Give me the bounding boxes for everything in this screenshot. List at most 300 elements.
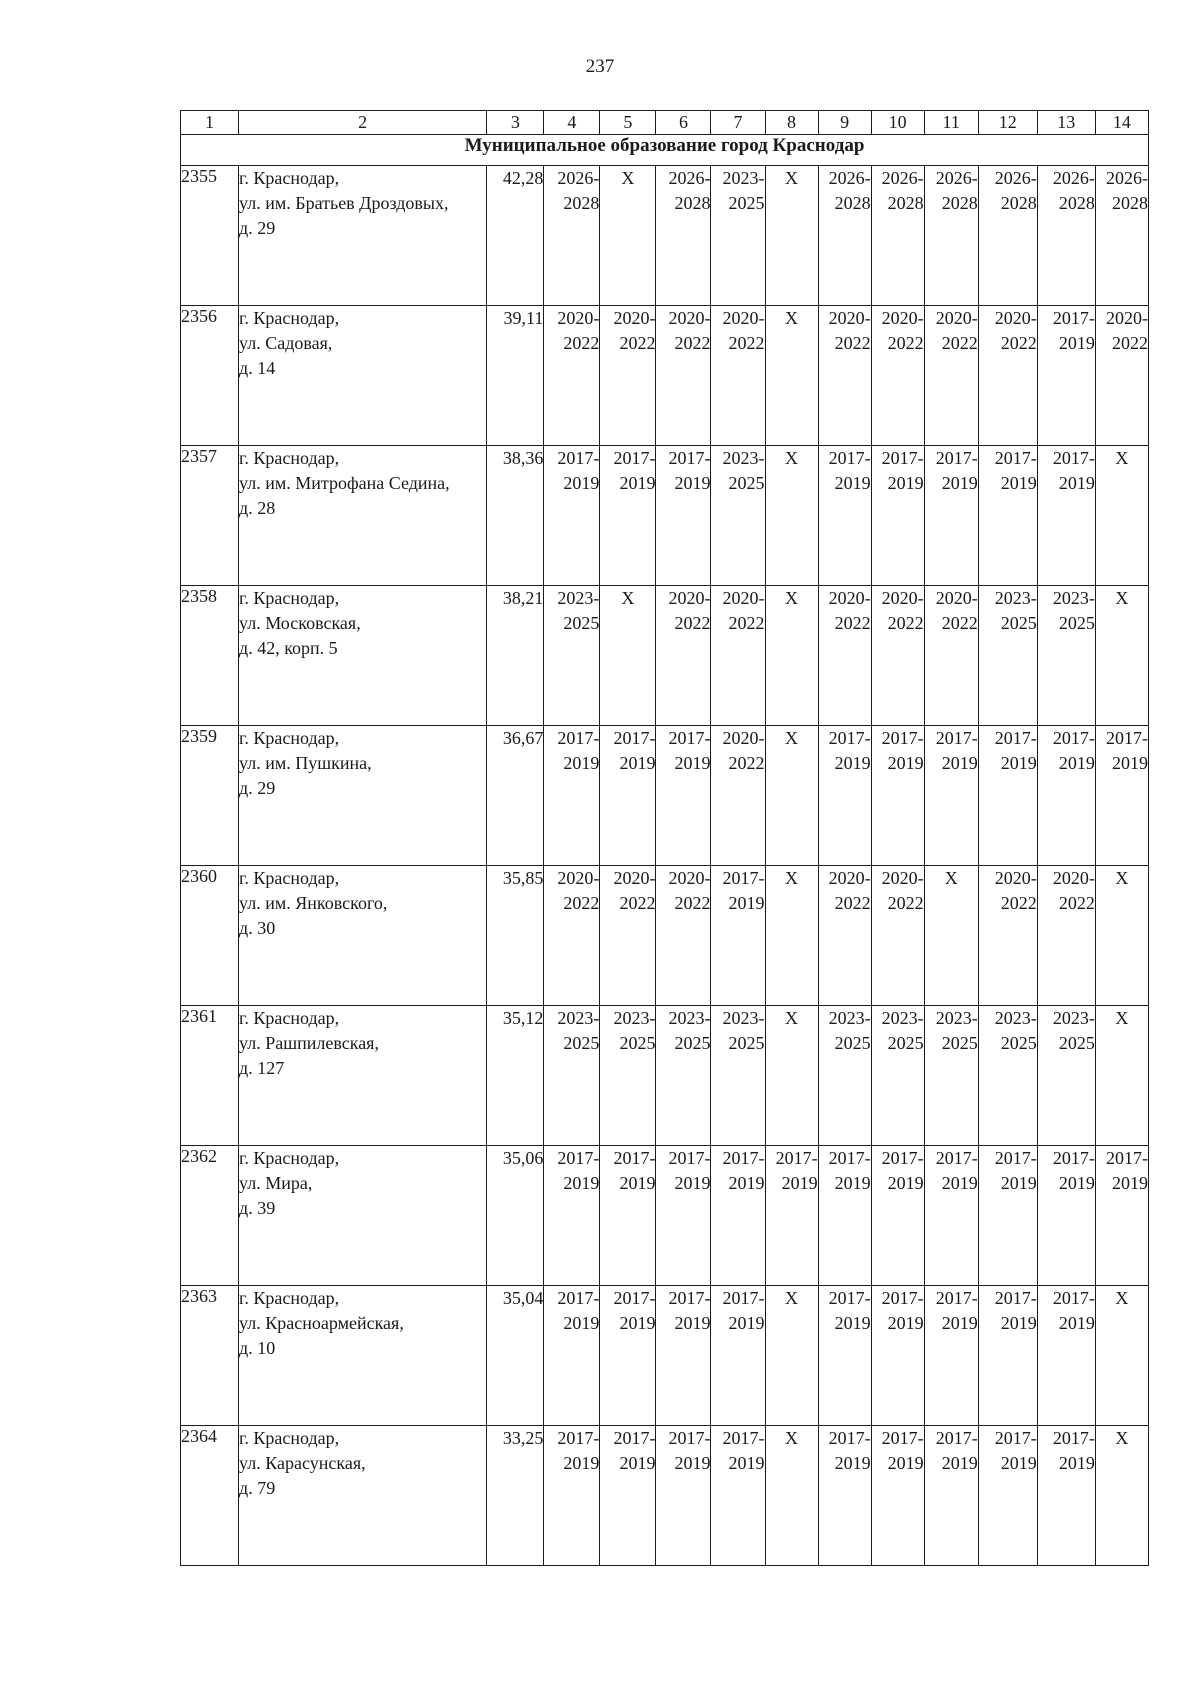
period-line: 2022 <box>941 613 978 633</box>
period-line: 2019 <box>619 1453 656 1473</box>
period-cell <box>924 1426 978 1566</box>
period-cell <box>1037 306 1095 446</box>
period-line: 2017- <box>668 1288 711 1308</box>
period-cell <box>871 1426 924 1566</box>
column-number: 1 <box>181 111 239 135</box>
period-cell <box>544 1006 600 1146</box>
period-cell <box>1095 1426 1148 1566</box>
period-line: 2019 <box>941 753 978 773</box>
period-cell <box>1095 586 1148 726</box>
period-line: 2017- <box>1106 728 1148 748</box>
period-line: 2022 <box>1058 893 1095 913</box>
period-cell <box>1095 1146 1148 1286</box>
period-cell <box>656 166 711 306</box>
row-number: 2361 <box>181 1006 239 1146</box>
period-line: 2022 <box>563 333 600 353</box>
period-line: 2028 <box>674 193 711 213</box>
period-line: 2017- <box>828 1288 871 1308</box>
period-line: 2022 <box>728 333 765 353</box>
period-cell <box>1095 866 1148 1006</box>
period-cell <box>544 726 600 866</box>
period-line: 2017- <box>881 728 924 748</box>
period-cell <box>600 1426 656 1566</box>
period-line: 2019 <box>1000 1313 1037 1333</box>
period-line: 2022 <box>728 613 765 633</box>
period-line: 2022 <box>674 613 711 633</box>
period-line: 2017- <box>722 1288 765 1308</box>
period-line: 2017- <box>935 1288 978 1308</box>
period-cell <box>765 1426 818 1566</box>
period-cell <box>924 166 978 306</box>
column-number: 8 <box>765 111 818 135</box>
address-cell <box>239 1006 487 1146</box>
address-line: д. 28 <box>239 498 276 518</box>
period-line: 2022 <box>1000 333 1037 353</box>
period-cell <box>978 446 1037 586</box>
period-line: 2025 <box>619 1033 656 1053</box>
period-cell <box>1095 726 1148 866</box>
period-line: 2019 <box>1058 1453 1095 1473</box>
table-row <box>181 866 1149 1006</box>
period-line: 2017- <box>935 1428 978 1448</box>
period-line: 2022 <box>887 613 924 633</box>
period-line: 2020- <box>828 868 871 888</box>
column-number-row <box>181 111 1149 135</box>
address-line: г. Краснодар, <box>239 728 340 748</box>
period-cell <box>871 446 924 586</box>
period-line: 2020- <box>722 588 765 608</box>
period-cell <box>765 446 818 586</box>
period-cell <box>978 1286 1037 1426</box>
area-cell: 39,11 <box>487 306 544 446</box>
period-line: Х <box>785 448 799 468</box>
row-number: 2358 <box>181 586 239 726</box>
period-line: 2017- <box>994 1428 1037 1448</box>
period-line: 2020- <box>557 868 600 888</box>
period-cell <box>711 1426 765 1566</box>
period-line: 2022 <box>674 893 711 913</box>
table-row <box>181 586 1149 726</box>
address-line: г. Краснодар, <box>239 168 340 188</box>
period-cell <box>1037 1286 1095 1426</box>
period-cell <box>818 166 871 306</box>
period-cell <box>600 586 656 726</box>
period-line: 2020- <box>722 308 765 328</box>
period-line: 2023- <box>722 1008 765 1028</box>
period-line: 2019 <box>674 1313 711 1333</box>
period-line: 2017- <box>1052 1148 1095 1168</box>
period-cell <box>871 866 924 1006</box>
address-line: д. 127 <box>239 1058 285 1078</box>
period-line: 2025 <box>674 1033 711 1053</box>
address-line: ул. им. Янковского, <box>239 893 388 913</box>
period-line: 2017- <box>881 448 924 468</box>
address-cell <box>239 866 487 1006</box>
period-cell <box>924 306 978 446</box>
address-line: ул. Красноармейская, <box>239 1313 404 1333</box>
address-line: ул. Рашпилевская, <box>239 1033 379 1053</box>
area-cell: 35,06 <box>487 1146 544 1286</box>
period-line: 2017- <box>828 1428 871 1448</box>
column-number: 9 <box>818 111 871 135</box>
period-cell <box>765 726 818 866</box>
table-row <box>181 726 1149 866</box>
period-line: Х <box>785 1288 799 1308</box>
table-row <box>181 1006 1149 1146</box>
period-line: Х <box>1115 1288 1129 1308</box>
period-line: Х <box>785 588 799 608</box>
period-line: 2026- <box>1106 168 1148 188</box>
period-line: 2019 <box>834 473 871 493</box>
table-row <box>181 1146 1149 1286</box>
address-line: ул. им. Братьев Дроздовых, <box>239 193 449 213</box>
period-cell <box>818 866 871 1006</box>
period-line: 2019 <box>1058 753 1095 773</box>
period-line: 2025 <box>887 1033 924 1053</box>
area-cell: 38,21 <box>487 586 544 726</box>
period-cell <box>978 166 1037 306</box>
period-cell <box>711 446 765 586</box>
period-line: 2019 <box>887 1313 924 1333</box>
period-line: 2022 <box>887 333 924 353</box>
period-cell <box>818 726 871 866</box>
period-cell <box>544 1146 600 1286</box>
period-cell <box>871 1146 924 1286</box>
period-cell <box>818 1286 871 1426</box>
period-cell <box>600 1286 656 1426</box>
period-line: 2023- <box>1052 1008 1095 1028</box>
address-line: ул. Карасунская, <box>239 1453 366 1473</box>
address-line: г. Краснодар, <box>239 868 340 888</box>
table-row <box>181 1426 1149 1566</box>
address-line: д. 39 <box>239 1198 276 1218</box>
period-line: 2020- <box>828 588 871 608</box>
period-line: 2025 <box>941 1033 978 1053</box>
period-line: 2026- <box>668 168 711 188</box>
period-line: 2020- <box>994 868 1037 888</box>
period-cell <box>1037 166 1095 306</box>
period-cell <box>765 166 818 306</box>
period-line: 2017- <box>1052 1288 1095 1308</box>
address-line: г. Краснодар, <box>239 1148 340 1168</box>
period-line: 2020- <box>1106 308 1148 328</box>
column-number: 12 <box>978 111 1037 135</box>
period-line: 2023- <box>722 448 765 468</box>
period-line: 2017- <box>935 448 978 468</box>
period-line: Х <box>1115 588 1129 608</box>
period-line: 2020- <box>828 308 871 328</box>
period-cell <box>924 726 978 866</box>
period-line: 2019 <box>674 753 711 773</box>
period-line: 2022 <box>619 893 656 913</box>
period-cell <box>978 866 1037 1006</box>
address-cell <box>239 726 487 866</box>
period-line: 2020- <box>935 308 978 328</box>
period-line: 2019 <box>1058 473 1095 493</box>
period-cell <box>1095 446 1148 586</box>
period-cell <box>656 1286 711 1426</box>
period-line: 2019 <box>887 753 924 773</box>
period-cell <box>924 866 978 1006</box>
period-line: 2025 <box>563 613 600 633</box>
period-line: 2019 <box>728 893 765 913</box>
period-line: 2019 <box>1000 753 1037 773</box>
period-line: Х <box>621 168 635 188</box>
address-line: д. 29 <box>239 218 276 238</box>
period-cell <box>656 1426 711 1566</box>
period-cell <box>600 1146 656 1286</box>
period-line: 2017- <box>881 1148 924 1168</box>
period-line: 2017- <box>994 1148 1037 1168</box>
period-line: 2017- <box>668 1428 711 1448</box>
address-cell <box>239 166 487 306</box>
period-cell <box>871 166 924 306</box>
period-cell <box>1095 166 1148 306</box>
column-number: 4 <box>544 111 600 135</box>
period-line: 2017- <box>722 1428 765 1448</box>
period-cell <box>656 586 711 726</box>
column-number: 3 <box>487 111 544 135</box>
period-cell <box>871 1006 924 1146</box>
column-number: 2 <box>239 111 487 135</box>
section-title-row <box>181 135 1149 166</box>
period-line: 2017- <box>994 448 1037 468</box>
column-number: 11 <box>924 111 978 135</box>
period-cell <box>544 1286 600 1426</box>
period-line: 2017- <box>557 1288 600 1308</box>
period-cell <box>600 726 656 866</box>
period-line: 2019 <box>728 1453 765 1473</box>
period-line: 2028 <box>1000 193 1037 213</box>
period-line: 2017- <box>828 1148 871 1168</box>
address-line: г. Краснодар, <box>239 1428 340 1448</box>
period-cell <box>818 586 871 726</box>
address-cell <box>239 1286 487 1426</box>
period-cell <box>711 1286 765 1426</box>
period-line: Х <box>1115 448 1129 468</box>
address-line: д. 29 <box>239 778 276 798</box>
period-cell <box>711 1006 765 1146</box>
period-cell <box>1095 306 1148 446</box>
period-line: 2019 <box>887 1453 924 1473</box>
period-line: 2025 <box>1000 1033 1037 1053</box>
period-cell <box>818 446 871 586</box>
period-line: 2017- <box>1052 308 1095 328</box>
period-line: 2017- <box>1052 448 1095 468</box>
period-line: 2022 <box>563 893 600 913</box>
address-line: г. Краснодар, <box>239 1008 340 1028</box>
period-cell <box>871 1286 924 1426</box>
period-cell <box>600 446 656 586</box>
period-line: 2022 <box>1000 893 1037 913</box>
column-number: 13 <box>1037 111 1095 135</box>
period-line: Х <box>621 588 635 608</box>
period-line: 2017- <box>722 1148 765 1168</box>
period-line: 2020- <box>994 308 1037 328</box>
column-number: 10 <box>871 111 924 135</box>
period-line: Х <box>944 868 958 888</box>
period-line: 2017- <box>557 728 600 748</box>
period-line: 2017- <box>557 1428 600 1448</box>
period-cell <box>544 866 600 1006</box>
period-cell <box>1037 446 1095 586</box>
address-cell <box>239 1426 487 1566</box>
period-line: 2019 <box>1000 1173 1037 1193</box>
period-cell <box>544 1426 600 1566</box>
address-line: д. 30 <box>239 918 276 938</box>
period-cell <box>765 866 818 1006</box>
period-line: 2019 <box>834 1173 871 1193</box>
period-line: 2026- <box>828 168 871 188</box>
period-line: 2019 <box>834 1313 871 1333</box>
period-cell <box>656 306 711 446</box>
period-line: Х <box>785 308 799 328</box>
address-line: д. 79 <box>239 1478 276 1498</box>
period-line: 2020- <box>668 868 711 888</box>
period-cell <box>978 306 1037 446</box>
period-line: 2025 <box>1058 1033 1095 1053</box>
period-line: 2017- <box>881 1288 924 1308</box>
period-line: 2023- <box>828 1008 871 1028</box>
register-table <box>180 110 1149 1566</box>
period-cell <box>924 586 978 726</box>
area-cell: 36,67 <box>487 726 544 866</box>
period-line: 2022 <box>1112 333 1148 353</box>
period-line: 2019 <box>728 1173 765 1193</box>
column-number: 7 <box>711 111 765 135</box>
address-line: ул. Мира, <box>239 1173 313 1193</box>
period-line: 2023- <box>1052 588 1095 608</box>
period-line: 2025 <box>728 1033 765 1053</box>
period-line: 2020- <box>881 588 924 608</box>
period-line: 2017- <box>722 868 765 888</box>
period-line: 2019 <box>887 1173 924 1193</box>
period-line: 2023- <box>994 588 1037 608</box>
column-number: 14 <box>1095 111 1148 135</box>
period-cell <box>1037 1006 1095 1146</box>
period-cell <box>818 306 871 446</box>
column-number: 5 <box>600 111 656 135</box>
area-cell: 35,12 <box>487 1006 544 1146</box>
period-line: 2019 <box>1058 1173 1095 1193</box>
period-line: 2019 <box>1058 1313 1095 1333</box>
address-line: д. 10 <box>239 1338 276 1358</box>
period-cell <box>600 166 656 306</box>
period-cell <box>924 1146 978 1286</box>
address-line: ул. Садовая, <box>239 333 333 353</box>
period-line: 2017- <box>668 448 711 468</box>
period-cell <box>711 586 765 726</box>
period-line: 2020- <box>557 308 600 328</box>
period-line: Х <box>785 1008 799 1028</box>
period-line: 2017- <box>613 1428 656 1448</box>
period-line: 2022 <box>619 333 656 353</box>
period-line: 2019 <box>781 1173 818 1193</box>
table-row <box>181 306 1149 446</box>
period-cell <box>871 306 924 446</box>
period-cell <box>656 1146 711 1286</box>
period-cell <box>711 166 765 306</box>
period-line: 2028 <box>887 193 924 213</box>
period-line: 2025 <box>1058 613 1095 633</box>
address-cell <box>239 1146 487 1286</box>
period-line: 2017- <box>613 1288 656 1308</box>
period-cell <box>818 1006 871 1146</box>
period-cell <box>711 306 765 446</box>
address-cell <box>239 446 487 586</box>
period-line: 2017- <box>775 1148 818 1168</box>
period-cell <box>544 306 600 446</box>
period-cell <box>765 306 818 446</box>
period-line: 2028 <box>1112 193 1148 213</box>
period-line: 2022 <box>834 333 871 353</box>
period-line: 2028 <box>941 193 978 213</box>
period-line: 2017- <box>613 448 656 468</box>
period-line: 2022 <box>834 893 871 913</box>
period-cell <box>600 1006 656 1146</box>
period-line: 2023- <box>557 588 600 608</box>
area-cell: 38,36 <box>487 446 544 586</box>
period-line: 2025 <box>728 193 765 213</box>
period-line: 2023- <box>668 1008 711 1028</box>
period-line: 2023- <box>722 168 765 188</box>
period-cell <box>765 1006 818 1146</box>
period-line: 2019 <box>1112 753 1148 773</box>
period-cell <box>656 866 711 1006</box>
column-number: 6 <box>656 111 711 135</box>
period-line: Х <box>785 168 799 188</box>
period-cell <box>765 1286 818 1426</box>
address-cell <box>239 586 487 726</box>
period-line: 2019 <box>1112 1173 1148 1193</box>
address-line: ул. им. Митрофана Седина, <box>239 473 450 493</box>
period-line: 2020- <box>881 868 924 888</box>
period-line: 2017- <box>668 728 711 748</box>
period-cell <box>1037 1146 1095 1286</box>
period-line: 2025 <box>1000 613 1037 633</box>
address-line: д. 14 <box>239 358 276 378</box>
period-cell <box>765 1146 818 1286</box>
period-line: 2017- <box>935 728 978 748</box>
page-number: 237 <box>585 56 615 77</box>
address-cell <box>239 306 487 446</box>
period-line: 2019 <box>941 1173 978 1193</box>
period-line: 2023- <box>881 1008 924 1028</box>
row-number: 2363 <box>181 1286 239 1426</box>
period-line: 2017- <box>613 1148 656 1168</box>
period-line: 2028 <box>563 193 600 213</box>
period-line: 2017- <box>828 448 871 468</box>
period-line: 2019 <box>728 1313 765 1333</box>
period-cell <box>978 1006 1037 1146</box>
address-line: ул. Московская, <box>239 613 361 633</box>
period-cell <box>978 586 1037 726</box>
period-cell <box>978 1146 1037 1286</box>
period-line: 2028 <box>834 193 871 213</box>
period-line: 2025 <box>834 1033 871 1053</box>
period-line: 2022 <box>941 333 978 353</box>
period-line: 2019 <box>619 1313 656 1333</box>
period-line: 2020- <box>613 308 656 328</box>
period-line: 2017- <box>613 728 656 748</box>
address-line: д. 42, корп. 5 <box>239 638 338 658</box>
period-line: 2020- <box>881 308 924 328</box>
period-line: Х <box>1115 1428 1129 1448</box>
period-cell <box>978 1426 1037 1566</box>
period-line: 2023- <box>935 1008 978 1028</box>
area-cell: 42,28 <box>487 166 544 306</box>
period-line: 2019 <box>834 1453 871 1473</box>
